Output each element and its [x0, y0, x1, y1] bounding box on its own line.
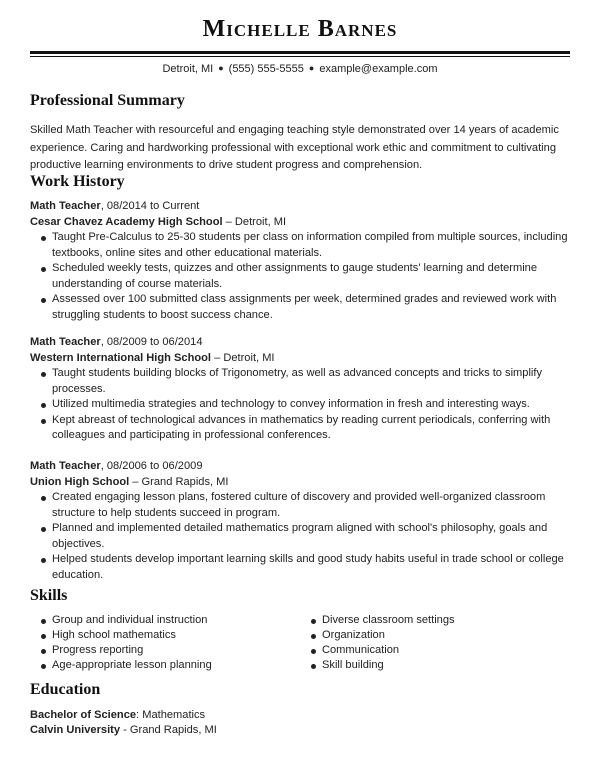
education-degree: Bachelor of Science [30, 709, 137, 721]
job-bullet: Taught Pre-Calculus to 25-30 students per class on information compiled from multiple sources, including textbooks, online sites and other educational materials. [30, 230, 570, 261]
header-rule-thick [30, 51, 570, 54]
job-dates: , 08/2006 to 06/2009 [100, 460, 203, 472]
skill-item: Progress reporting [30, 643, 280, 658]
job-dates: , 08/2014 to Current [100, 200, 200, 212]
skill-item: High school mathematics [30, 628, 280, 643]
job-dates: , 08/2009 to 06/2014 [100, 336, 203, 348]
job-title: Math Teacher [30, 336, 101, 348]
separator-dot-icon: ● [308, 63, 315, 73]
section-heading-education: Education [30, 681, 101, 698]
section-heading-summary: Professional Summary [30, 92, 185, 109]
header-rule-thin [30, 56, 570, 57]
skill-item: Group and individual instruction [30, 613, 280, 628]
job-bullet: Kept abreast of technological advances in mathematics by reading current periodicals, conferring with colleagues and participating in professional conferences. [30, 413, 570, 444]
job-org-line [30, 474, 570, 490]
skill-item: Age-appropriate lesson planning [30, 658, 280, 673]
section-heading-work-history: Work History [30, 173, 125, 190]
job-bullet: Assessed over 100 submitted class assignments per week, determined grades and reviewed work with struggling students to boost success chance. [30, 292, 570, 323]
job-bullet: Planned and implemented detailed mathematics program aligned with school's philosophy, goals and objectives. [30, 521, 570, 552]
job-bullets [30, 230, 570, 323]
job-bullet: Scheduled weekly tests, quizzes and other assignments to gauge students' learning and determine understanding of course materials. [30, 261, 570, 292]
job-location: – Detroit, MI [222, 216, 287, 228]
job-bullet: Created engaging lesson plans, fostered culture of discovery and provided well-organized classroom structure to help students succeed in program. [30, 490, 570, 521]
summary-text: Skilled Math Teacher with resourceful and engaging teaching style demonstrated over 14 years of academic experience. Caring and hardworking professional with exceptional work ethic and commitment to cultivating productive learning environments to drive student progress and comprehension. [30, 124, 559, 171]
job-bullet: Utilized multimedia strategies and technology to convey information in fresh and interesting ways. [30, 397, 570, 413]
job-bullets [30, 366, 570, 444]
candidate-name: Michelle Barnes [202, 16, 398, 42]
job-title-line [30, 335, 570, 350]
section-heading-skills: Skills [30, 587, 68, 604]
job-entry [30, 459, 570, 583]
skill-item: Organization [300, 628, 550, 643]
job-bullets [30, 490, 570, 583]
skills-column-right [300, 613, 550, 673]
skill-item: Communication [300, 643, 550, 658]
job-org-line [30, 214, 570, 230]
job-employer: Cesar Chavez Academy High School [30, 216, 223, 228]
job-entry [30, 199, 570, 323]
education-field: : Mathematics [136, 709, 206, 721]
job-org-line [30, 350, 570, 366]
contact-line [0, 63, 600, 75]
job-title: Math Teacher [30, 200, 101, 212]
contact-location: Detroit, MI [162, 63, 214, 75]
separator-dot-icon: ● [218, 63, 224, 73]
education-location: - Grand Rapids, MI [120, 724, 217, 736]
education-school-line [30, 724, 217, 736]
skills-list [300, 613, 550, 673]
job-employer: Western International High School [30, 352, 212, 364]
skill-item: Skill building [300, 658, 550, 673]
contact-phone: (555) 555-5555 [228, 63, 304, 75]
job-title-line [30, 459, 570, 474]
skills-column-left [30, 613, 280, 673]
education-degree-line [30, 709, 205, 721]
job-employer: Union High School [30, 476, 130, 488]
job-bullet: Taught students building blocks of Trigonometry, as well as advanced concepts and tricks to simplify processes. [30, 366, 570, 397]
contact-email: example@example.com [319, 63, 438, 75]
job-location: – Detroit, MI [211, 352, 275, 364]
skill-item: Diverse classroom settings [300, 613, 550, 628]
skills-list [30, 613, 280, 673]
job-title-line [30, 199, 570, 214]
job-entry [30, 335, 570, 444]
job-title: Math Teacher [30, 460, 101, 472]
education-school: Calvin University [30, 724, 121, 736]
job-bullet: Helped students develop important learning skills and good study habits useful in trade school or college education. [30, 552, 570, 583]
job-location: – Grand Rapids, MI [129, 476, 229, 488]
